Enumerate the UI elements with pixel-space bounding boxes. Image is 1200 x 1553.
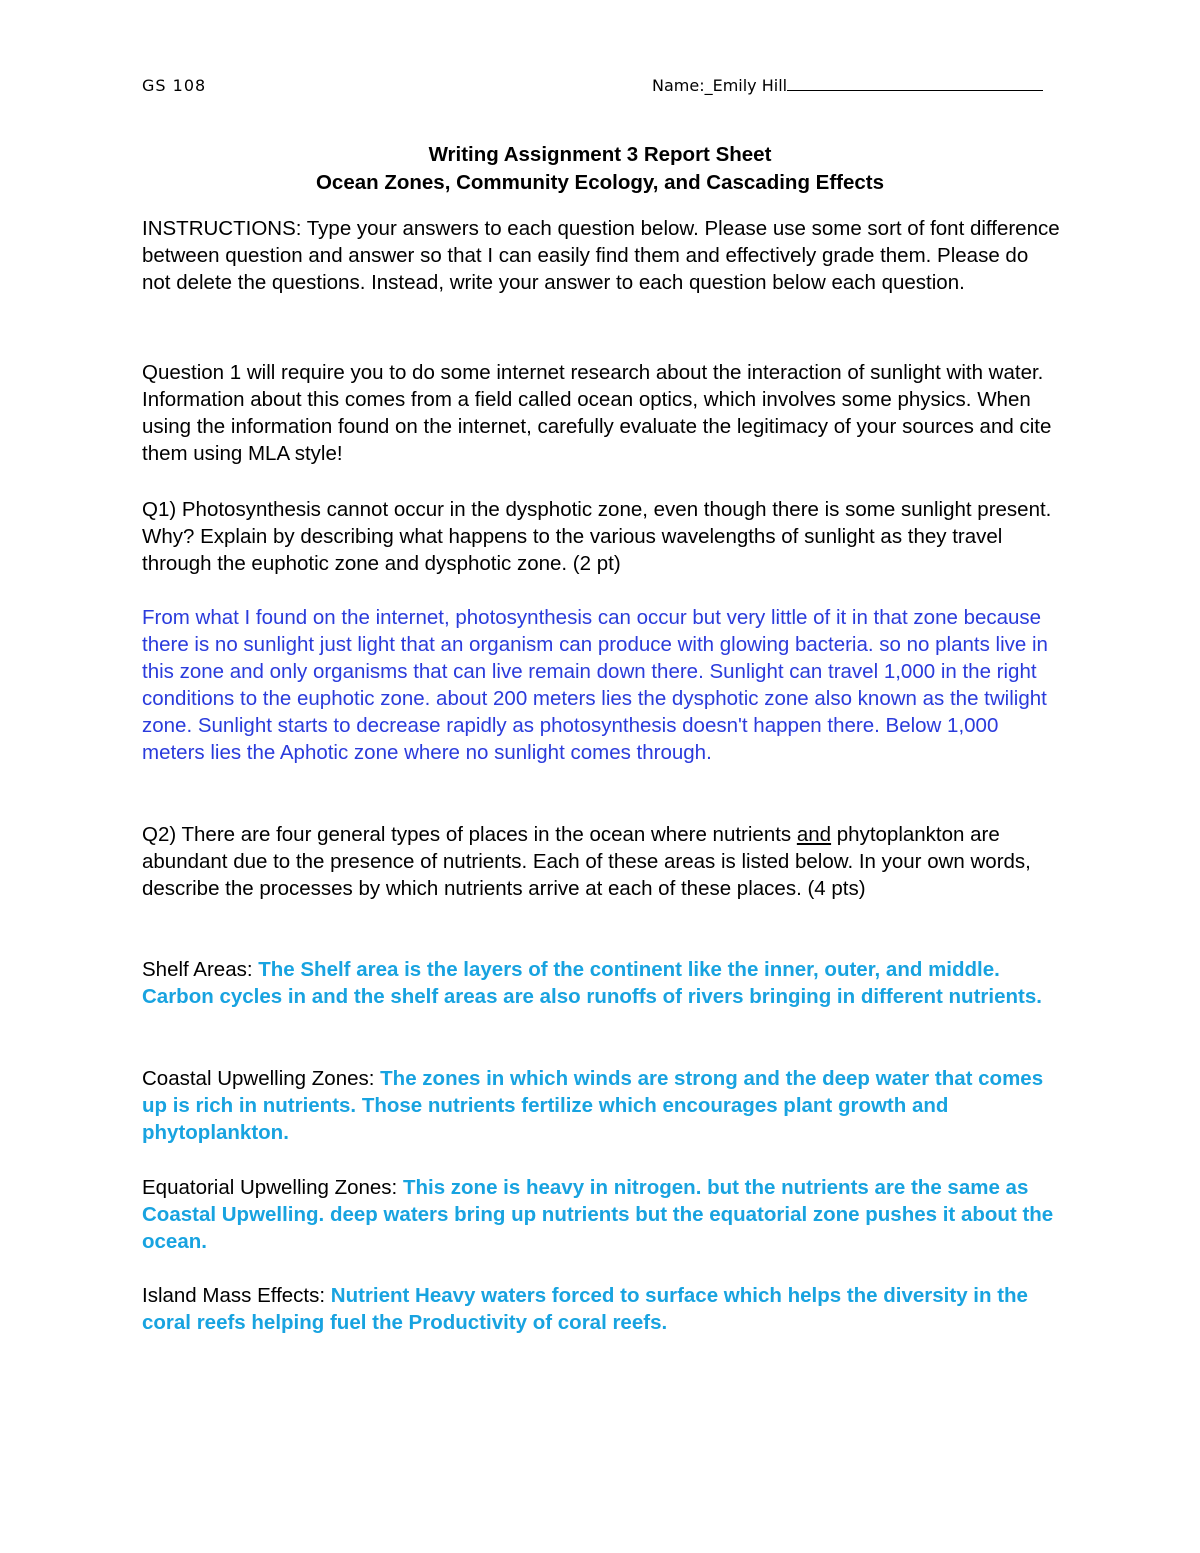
- document-subtitle: Ocean Zones, Community Ecology, and Cascading Effects: [315, 171, 885, 194]
- course-code: GS 108: [142, 76, 207, 95]
- q2-item-answer: The Shelf area is the layers of the continent like the inner, outer, and middle. Carbon cycles in and the shelf areas are also runoffs of rivers bringing in different nutrients.: [142, 958, 1042, 1008]
- q2-question-part2: phytoplankton are abundant due to the presence of nutrients. Each of these areas is listed below. In your own words, describe the processes by which nutrients arrive at each of these places. (4 pts): [142, 823, 1031, 900]
- q2-question-underlined: and: [796, 823, 832, 846]
- student-name-field: [652, 76, 1043, 95]
- document-title: Writing Assignment 3 Report Sheet: [428, 143, 772, 166]
- q1-question: Q1) Photosynthesis cannot occur in the dysphotic zone, even though there is some sunlight present. Why? Explain by describing what happens to the various wavelengths of sunlight as they travel through the euphotic zone and dysphotic zone. (2 pt): [142, 498, 1052, 575]
- q2-item-coastal-upwelling: [142, 1065, 1062, 1146]
- q2-item-answer: Nutrient Heavy waters forced to surface which helps the diversity in the coral reefs helping fuel the Productivity of coral reefs.: [142, 1284, 1028, 1334]
- q2-question: [142, 821, 1062, 902]
- intro-paragraph: Question 1 will require you to do some internet research about the interaction of sunlight with water. Information about this comes from a field called ocean optics, which involves some physics. When using the information found on the internet, carefully evaluate the legitimacy of your sources and cite them using MLA style!: [142, 361, 1052, 465]
- q2-item-island-mass-effects: [142, 1282, 1062, 1336]
- q2-question-part1: Q2) There are four general types of places in the ocean where nutrients: [142, 823, 797, 846]
- q2-item-label: Coastal Upwelling Zones:: [142, 1067, 381, 1090]
- q2-item-equatorial-upwelling: [142, 1174, 1062, 1255]
- student-name-label: Name:_Emily Hill: [652, 76, 788, 95]
- q2-item-answer: This zone is heavy in nitrogen. but the nutrients are the same as Coastal Upwelling. deep waters bring up nutrients but the equatorial zone pushes it about the ocean.: [142, 1176, 1054, 1253]
- q1-answer: From what I found on the internet, photosynthesis can occur but very little of it in that zone because there is no sunlight just light that an organism can produce with glowing bacteria. so no plants live in this zone and only organisms that can live remain down there. Sunlight can travel 1,000 in the right conditions to the euphotic zone. about 200 meters lies the dysphotic zone also known as the twilight zone. Sunlight starts to decrease rapidly as photosynthesis doesn't happen there. Below 1,000 meters lies the Aphotic zone where no sunlight comes through.: [142, 606, 1048, 764]
- q2-item-label: Island Mass Effects:: [142, 1284, 331, 1307]
- q2-item-answer: The zones in which winds are strong and the deep water that comes up is rich in nutrients. Those nutrients fertilize which encourages plant growth and phytoplankton.: [142, 1067, 1044, 1144]
- name-underline: [787, 76, 1043, 91]
- q2-item-shelf-areas: [142, 956, 1062, 1010]
- q2-item-label: Shelf Areas:: [142, 958, 259, 981]
- q2-item-label: Equatorial Upwelling Zones:: [142, 1176, 403, 1199]
- instructions-paragraph: INSTRUCTIONS: Type your answers to each question below. Please use some sort of font difference between question and answer so that I can easily find them and effectively grade them. Please do not delete the questions. Instead, write your answer to each question below each question.: [142, 217, 1060, 294]
